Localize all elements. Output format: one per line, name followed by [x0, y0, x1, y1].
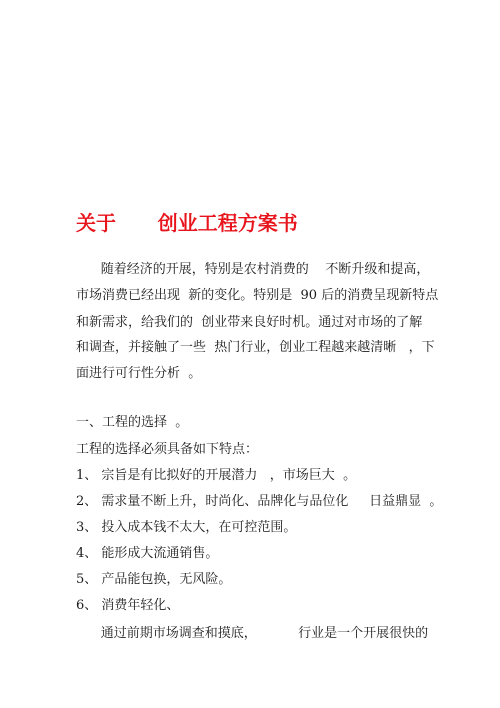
- list-item: 2、 需求量不断上升，时尚化、品牌化与品位化 日益鼎显 。: [76, 494, 443, 509]
- list-item: 5、 产品能包换，无风险。: [76, 572, 232, 587]
- intro-line: 和调查，并接触了一些 热门行业，创业工程越来越清晰 ，下: [76, 340, 435, 355]
- list-item: 3、 投入成本钱不太大，在可控范围。: [76, 520, 297, 535]
- intro-line: 面进行可行性分析 。: [76, 366, 202, 381]
- intro-line: 和新需求，给我们的 创业带来良好时机。通过对市场的了解: [76, 315, 423, 330]
- intro-line: 随着经济的开展，特别是农村消费的 不断升级和提高，: [76, 262, 430, 277]
- section-lead: 工程的选择必须具备如下特点：: [76, 442, 259, 457]
- list-item: 4、 能形成大流通销售。: [76, 546, 219, 561]
- list-item: 6、 消费年轻化、: [76, 598, 180, 613]
- intro-line: 市场消费已经出现 新的变化。特别是 90 后的消费呈现新特点: [76, 288, 439, 303]
- closing-line: 通过前期市场调查和摸底， 行业是一个开展很快的: [76, 626, 429, 641]
- section-heading: 一、工程的选择 。: [76, 415, 189, 430]
- document-title: 关于 创业工程方案书: [76, 211, 298, 235]
- list-item: 1、 宗旨是有比拟好的开展潜力 ，市场巨大 。: [76, 468, 357, 483]
